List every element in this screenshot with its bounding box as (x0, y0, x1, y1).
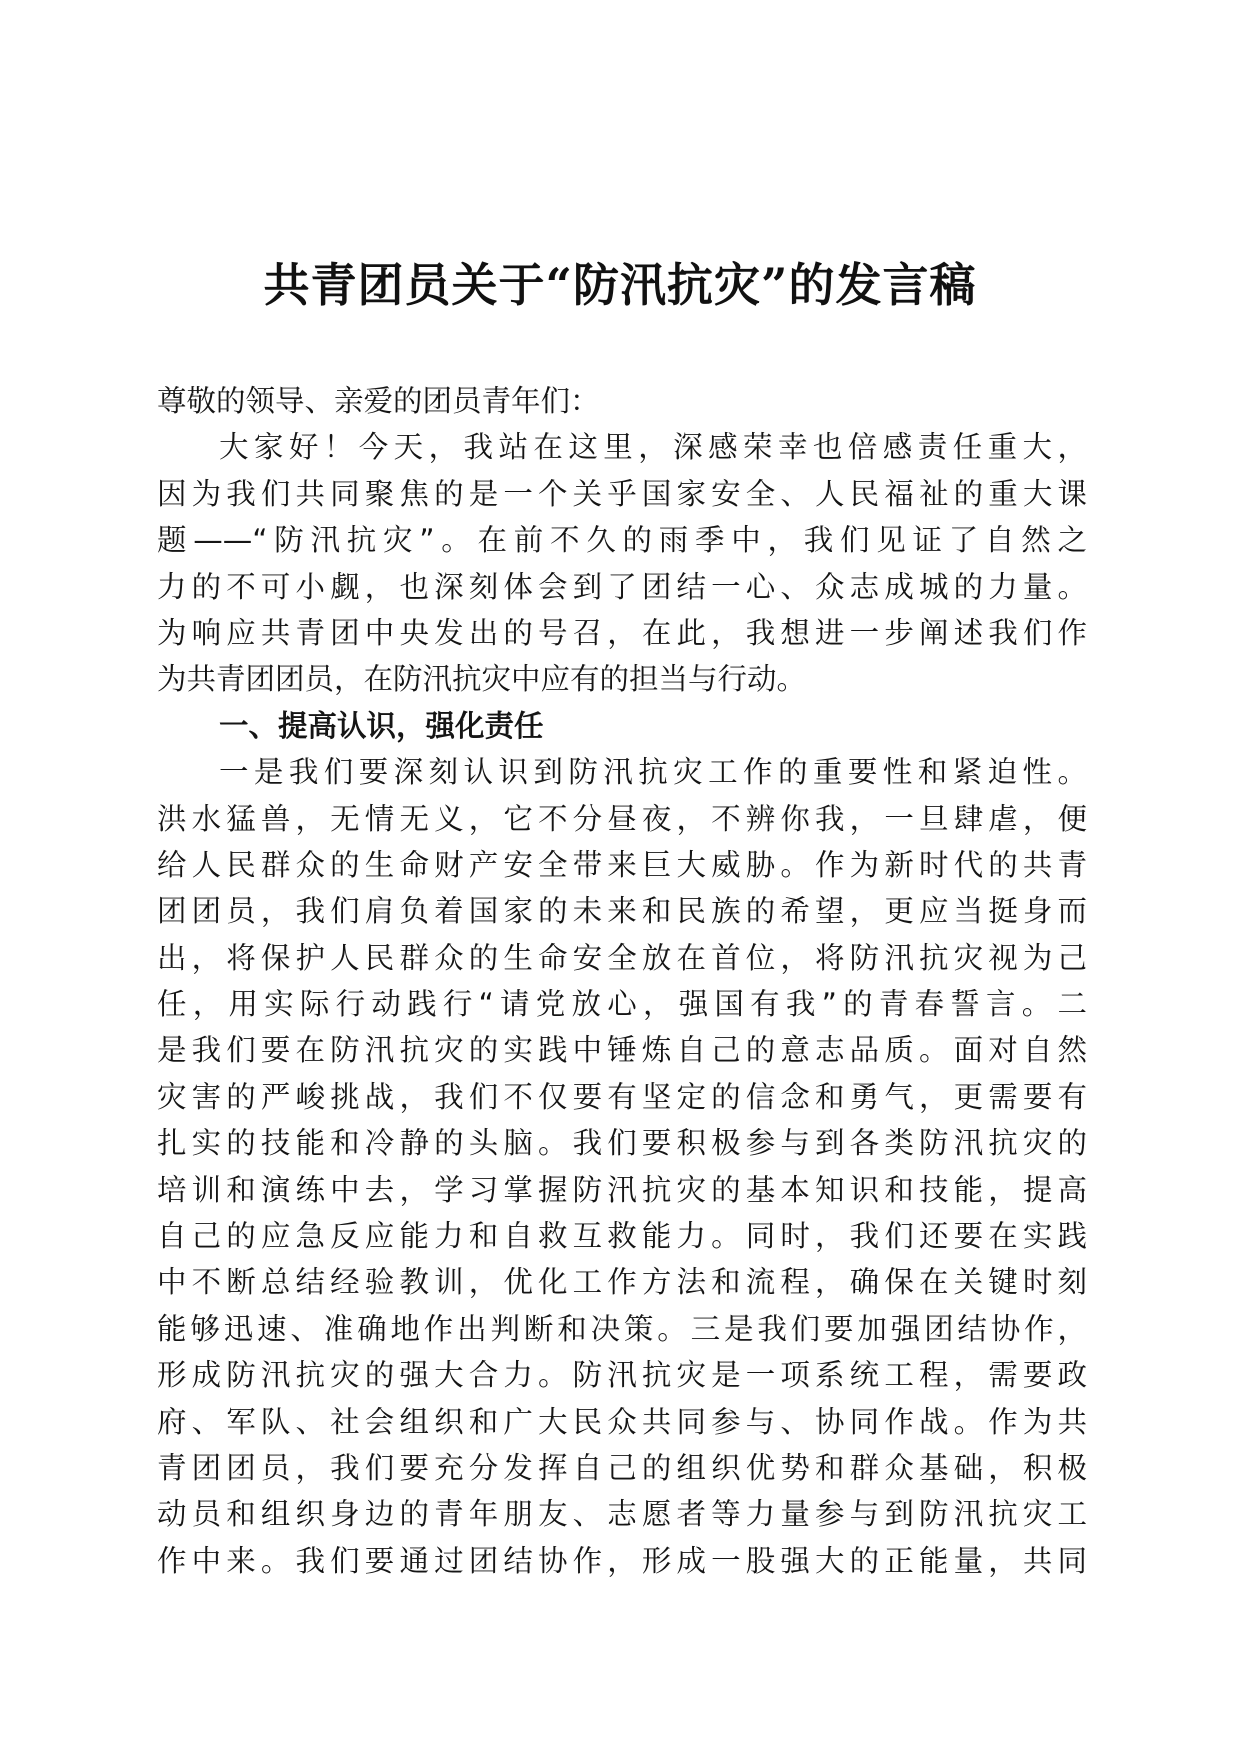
paragraph-line: 题——“防汛抗灾”。在前不久的雨季中，我们见证了自然之 (157, 523, 1087, 558)
paragraph-line: 府、军队、社会组织和广大民众共同参与、协同作战。作为共 (157, 1404, 1087, 1439)
paragraph-line: 是我们要在防汛抗灾的实践中锤炼自己的意志品质。面对自然 (157, 1033, 1087, 1068)
paragraph-line: 洪水猛兽，无情无义，它不分昼夜，不辨你我，一旦肆虐，便 (157, 801, 1087, 836)
section-heading: 一、提高认识，强化责任 (219, 708, 544, 743)
paragraph-line: 任，用实际行动践行“请党放心，强国有我”的青春誓言。二 (157, 987, 1087, 1022)
paragraph-line: 培训和演练中去，学习掌握防汛抗灾的基本知识和技能，提高 (157, 1172, 1087, 1207)
paragraph-line: 能够迅速、准确地作出判断和决策。三是我们要加强团结协作， (157, 1311, 1087, 1346)
paragraph-line: 力的不可小觑，也深刻体会到了团结一心、众志成城的力量。 (157, 569, 1087, 604)
paragraph-line: 给人民群众的生命财产安全带来巨大威胁。作为新时代的共青 (157, 847, 1087, 882)
paragraph-line: 作中来。我们要通过团结协作，形成一股强大的正能量，共同 (157, 1543, 1087, 1578)
paragraph-line: 团团员，我们肩负着国家的未来和民族的希望，更应当挺身而 (157, 894, 1087, 929)
paragraph-line: 自己的应急反应能力和自救互救能力。同时，我们还要在实践 (157, 1219, 1087, 1254)
paragraph-line: 出，将保护人民群众的生命安全放在首位，将防汛抗灾视为己 (157, 940, 1087, 975)
paragraph-line: 为共青团团员，在防汛抗灾中应有的担当与行动。 (157, 662, 807, 697)
paragraph-line: 动员和组织身边的青年朋友、志愿者等力量参与到防汛抗灾工 (157, 1497, 1087, 1532)
paragraph-line: 为响应共青团中央发出的号召，在此，我想进一步阐述我们作 (157, 615, 1087, 650)
paragraph-line: 扎实的技能和冷静的头脑。我们要积极参与到各类防汛抗灾的 (157, 1126, 1087, 1161)
paragraph-line: 中不断总结经验教训，优化工作方法和流程，确保在关键时刻 (157, 1265, 1087, 1300)
paragraph-line: 因为我们共同聚焦的是一个关乎国家安全、人民福祉的重大课 (157, 476, 1087, 511)
paragraph-line: 青团团员，我们要充分发挥自己的组织优势和群众基础，积极 (157, 1450, 1087, 1485)
document-title: 共青团员关于“防汛抗灾”的发言稿 (263, 258, 977, 312)
document-body (157, 378, 1087, 1584)
paragraph-line: 形成防汛抗灾的强大合力。防汛抗灾是一项系统工程，需要政 (157, 1358, 1087, 1393)
paragraph-line: 一是我们要深刻认识到防汛抗灾工作的重要性和紧迫性。 (219, 755, 1087, 790)
paragraph-line: 大家好！今天，我站在这里，深感荣幸也倍感责任重大， (219, 430, 1087, 465)
paragraph-line: 灾害的严峻挑战，我们不仅要有坚定的信念和勇气，更需要有 (157, 1079, 1087, 1114)
salutation: 尊敬的领导、亲爱的团员青年们： (157, 384, 600, 418)
